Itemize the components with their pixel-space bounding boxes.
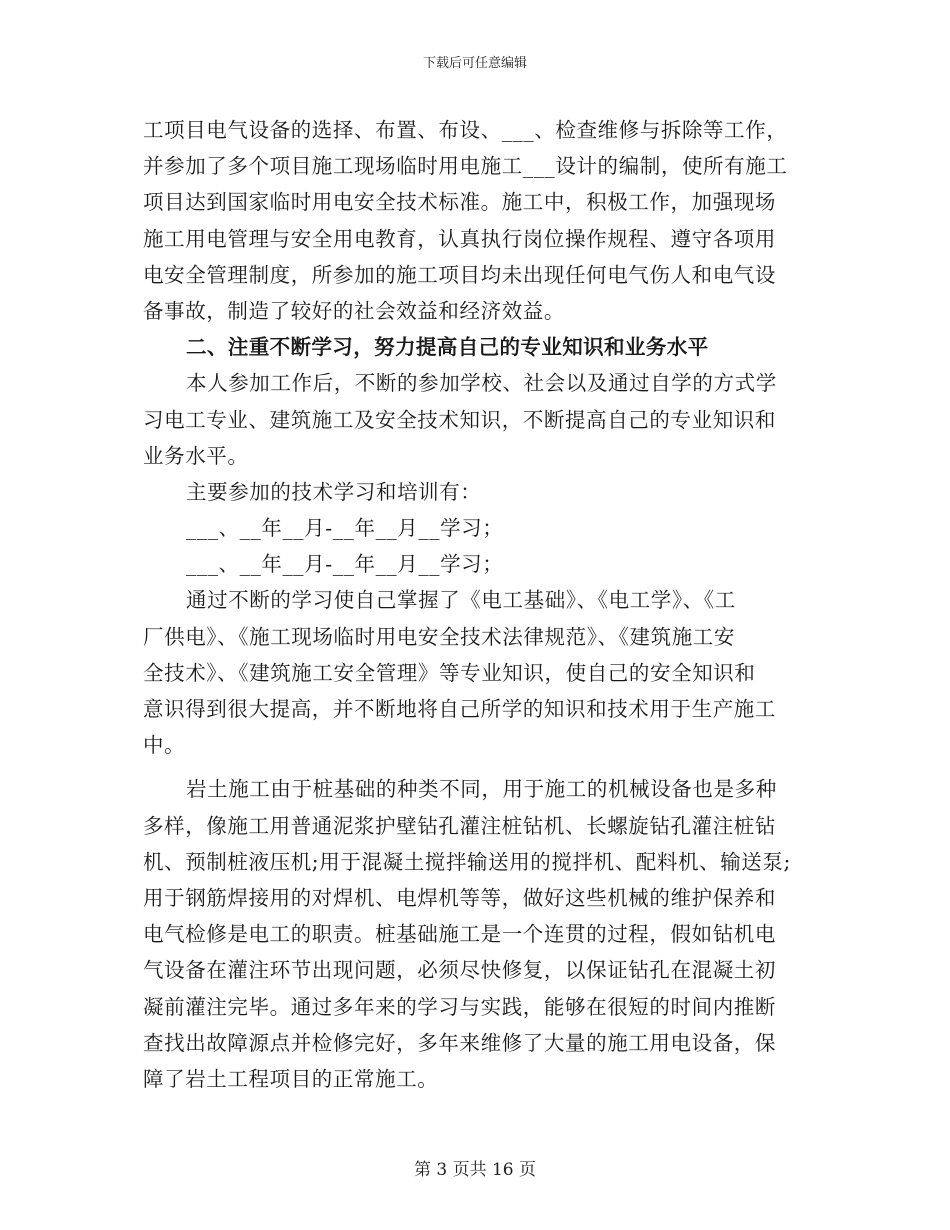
document-body: [143, 112, 815, 1097]
paragraph-gap: [143, 763, 815, 771]
paragraph-line: 业务水平。: [143, 443, 249, 468]
paragraph-line: 全技术》、《建筑施工安全管理》等专业知识，使自己的安全知识和: [143, 660, 756, 685]
paragraph-line: 厂供电》、《施工现场临时用电安全技术法律规范》、《建筑施工安: [143, 624, 735, 649]
paragraph-line: 项目达到国家临时用电安全技术标准。施工中，积极工作，加强现场: [143, 190, 776, 215]
paragraph-line: 气设备在灌注环节出现问题，必须尽快修复，以保证钻孔在混凝土初: [143, 958, 776, 983]
paragraph-line: 并参加了多个项目施工现场临时用电施工___设计的编制，使所有施工: [143, 154, 788, 179]
paragraph-line: 岩土施工由于桩基础的种类不同，用于施工的机械设备也是多种: [186, 777, 777, 802]
paragraph-line: 通过不断的学习使自己掌握了《电工基础》、《电工学》、《工: [186, 588, 736, 613]
paragraph-line: 机、预制桩液压机;用于混凝土搅拌输送用的搅拌机、配料机、输送泵;: [143, 849, 792, 874]
training-item: ___、__年__月-__年__月__学习；: [186, 516, 504, 541]
paragraph-line: 电气检修是电工的职责。桩基础施工是一个连贯的过程，假如钻机电: [143, 922, 776, 947]
paragraph-line: 施工用电管理与安全用电教育，认真执行岗位操作规程、遵守各项用: [143, 226, 776, 251]
paragraph-line: 多样，像施工用普通泥浆护壁钻孔灌注桩钻机、长螺旋钻孔灌注桩钻: [143, 813, 776, 838]
section-heading: 二、注重不断学习，努力提高自己的专业知识和业务水平: [186, 335, 709, 360]
training-item: ___、__年__月-__年__月__学习；: [186, 552, 504, 577]
paragraph-line: 习电工专业、建筑施工及安全技术知识，不断提高自己的专业知识和: [143, 407, 776, 432]
paragraph-line: 查找出故障源点并检修完好，多年来维修了大量的施工用电设备，保: [143, 1030, 776, 1055]
paragraph-line: 中。: [143, 733, 186, 758]
paragraph-line: 用于钢筋焊接用的对焊机、电焊机等等，做好这些机械的维护保养和: [143, 885, 776, 910]
paragraph-line: 工项目电气设备的选择、布置、布设、___、检查维修与拆除等工作，: [143, 118, 788, 142]
paragraph-line: 备事故，制造了较好的社会效益和经济效益。: [143, 298, 565, 323]
page-header: 下载后可任意编辑: [422, 56, 527, 71]
page-number: 第 3 页共 16 页: [413, 1160, 537, 1180]
paragraph-line: 本人参加工作后，不断的参加学校、社会以及通过自学的方式学: [186, 371, 777, 396]
paragraph-line: 障了岩土工程项目的正常施工。: [143, 1066, 439, 1091]
paragraph-line: 意识得到很大提高，并不断地将自己所学的知识和技术用于生产施工: [143, 697, 776, 721]
paragraph-line: 凝前灌注完毕。通过多年来的学习与实践，能够在很短的时间内推断: [143, 994, 776, 1019]
paragraph-line: 主要参加的技术学习和培训有：: [186, 479, 482, 504]
paragraph-line: 电安全管理制度，所参加的施工项目均未出现任何电气伤人和电气设: [143, 262, 776, 287]
